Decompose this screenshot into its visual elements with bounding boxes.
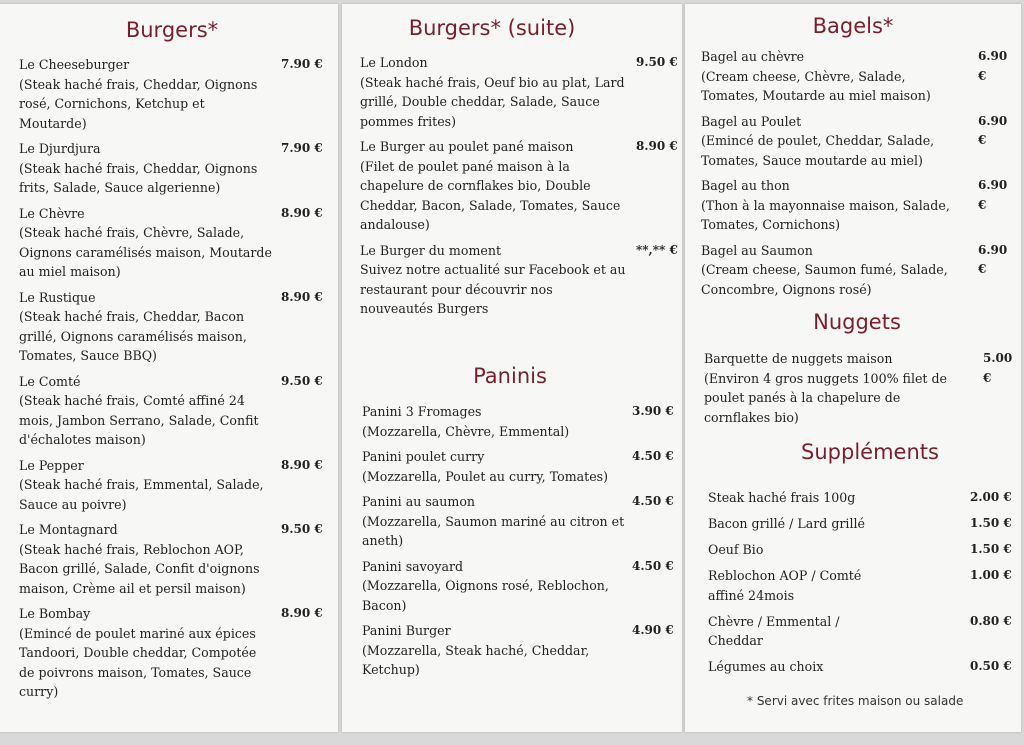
supplements-list	[708, 488, 1020, 683]
item-description: (Steak haché frais, Oeuf bio au plat, Lard grillé, Double cheddar, Salade, Sauce pommes frites)	[360, 74, 625, 129]
item-description: (Steak haché frais, Cheddar, Bacon grillé, Oignons caramélisés maison, Tomates, Sauce BBQ)	[19, 309, 247, 363]
item-price: 1.50 €	[970, 516, 1012, 530]
item-name: Panini poulet curry	[362, 449, 485, 464]
menu-item	[19, 204, 329, 282]
item-name: Le Djurdjura	[19, 141, 101, 156]
menu-item	[362, 557, 680, 616]
menu-item	[701, 241, 1019, 300]
item-name: Bagel au thon	[701, 178, 790, 193]
item-description: (Steak haché frais, Reblochon AOP, Bacon grillé, Salade, Confit d'oignons maison, Crème ail et persil maison)	[19, 541, 260, 596]
menu-item	[708, 657, 1020, 677]
item-price: 4.50 €	[632, 449, 674, 463]
menu-item	[708, 514, 1020, 534]
menu-panel-right	[685, 4, 1021, 732]
item-price: 2.00 €	[970, 490, 1012, 504]
menu-item	[362, 621, 680, 680]
item-description: (Steak haché frais, Comté affiné 24 mois, Jambon Serrano, Salade, Confit d'échalotes maison)	[19, 393, 259, 447]
item-name: Le Comté	[19, 373, 81, 389]
item-description: (Mozzarella, Oignons rosé, Reblochon, Bacon)	[362, 578, 609, 613]
item-price: 5.00 €	[983, 351, 1013, 385]
item-price: 6.90 €	[978, 178, 1008, 212]
menu-item	[19, 139, 329, 198]
item-description: (Cream cheese, Chèvre, Salade, Tomates, Moutarde au miel maison)	[701, 68, 931, 103]
item-price: 6.90 €	[978, 242, 1008, 276]
item-name: Bagel au chèvre	[701, 49, 805, 64]
menu-item	[360, 241, 680, 319]
item-name: Le London	[360, 55, 428, 70]
bagels-list	[701, 47, 1019, 305]
item-price: 9.50 €	[281, 522, 323, 536]
item-name: Le Burger du moment	[360, 242, 502, 258]
item-price: 3.90 €	[632, 404, 674, 418]
menu-item	[708, 488, 1020, 508]
item-description: (Mozzarella, Chèvre, Emmental)	[362, 423, 570, 439]
menu-item	[362, 402, 680, 441]
item-description: (Environ 4 gros nuggets 100% filet de poulet panés à la chapelure de cornflakes bio)	[704, 370, 948, 425]
item-description: (Mozzarella, Saumon mariné au citron et aneth)	[362, 513, 625, 548]
menu-item	[362, 492, 680, 551]
section-title-burgers-suite: Burgers* (suite)	[408, 16, 576, 40]
menu-item	[19, 456, 329, 515]
menu-item	[19, 520, 329, 598]
section-title-bagels: Bagels*	[812, 14, 894, 38]
item-description: (Steak haché frais, Emmental, Salade, Sauce au poivre)	[19, 477, 264, 512]
item-name: Steak haché frais 100g	[708, 490, 856, 505]
item-name: Le Bombay	[19, 606, 91, 621]
item-price: 9.50 €	[281, 373, 323, 388]
item-name: Panini savoyard	[362, 558, 464, 574]
item-description: (Emincé de poulet, Cheddar, Salade, Tomates, Sauce moutarde au miel)	[701, 133, 935, 168]
item-price: 1.50 €	[970, 542, 1012, 556]
item-price: 8.90 €	[281, 606, 323, 620]
item-price: 6.90 €	[978, 49, 1008, 83]
item-price: 9.50 €	[636, 55, 678, 69]
item-price: 8.90 €	[281, 457, 323, 472]
item-name: Panini au saumon	[362, 494, 476, 509]
menu-panel-left	[0, 4, 338, 732]
item-description: (Cream cheese, Saumon fumé, Salade, Concombre, Oignons rosé)	[701, 262, 948, 297]
menu-panel-middle	[342, 4, 682, 732]
paninis-list	[362, 402, 680, 686]
menu-item	[19, 55, 329, 133]
item-description: (Steak haché frais, Cheddar, Oignons rosé, Cornichons, Ketchup et Moutarde)	[19, 76, 258, 131]
menu-item	[708, 612, 1020, 651]
section-title-burgers: Burgers*	[125, 18, 219, 42]
item-name: Le Montagnard	[19, 522, 118, 537]
item-price: **,** €	[636, 242, 678, 257]
item-price: 1.00 €	[970, 568, 1012, 582]
item-name: Le Pepper	[19, 457, 84, 473]
burgers-list	[19, 55, 329, 708]
section-title-paninis: Paninis	[473, 364, 547, 388]
menu-item	[19, 288, 329, 366]
menu-item	[708, 540, 1020, 560]
item-description: (Emincé de poulet mariné aux épices Tandoori, Double cheddar, Compotée de poivrons maison, Tomates, Sauce curry)	[19, 625, 257, 699]
item-price: 4.50 €	[632, 494, 674, 508]
item-price: 8.90 €	[281, 205, 323, 220]
item-name: Bagel au Saumon	[701, 242, 813, 258]
item-name: Légumes au choix	[708, 659, 824, 674]
item-name: Le Burger au poulet pané maison	[360, 139, 574, 154]
item-price: 0.50 €	[970, 659, 1012, 673]
item-name: Oeuf Bio	[708, 542, 764, 557]
item-price: 7.90 €	[281, 141, 323, 155]
item-description: (Filet de poulet pané maison à la chapelure de cornflakes bio, Double Cheddar, Bacon, Salade, Tomates, Sauce andalouse)	[360, 158, 621, 232]
menu-item	[701, 47, 1019, 106]
item-description: (Steak haché frais, Cheddar, Oignons frits, Salade, Sauce algerienne)	[19, 160, 258, 195]
menu-item	[360, 53, 680, 131]
item-description: Suivez notre actualité sur Facebook et au restaurant pour découvrir nos nouveautés Burgers	[360, 262, 626, 316]
nuggets-list	[704, 349, 1020, 433]
item-name: Panini 3 Fromages	[362, 404, 482, 419]
item-name: Le Cheeseburger	[19, 57, 130, 72]
footnote: * Servi avec frites maison ou salade	[747, 694, 964, 708]
item-price: 7.90 €	[281, 57, 323, 71]
menu-item	[19, 372, 329, 450]
menu-item	[708, 566, 1020, 605]
item-name: Chèvre / Emmental / Cheddar	[708, 613, 840, 648]
item-price: 4.50 €	[632, 558, 674, 573]
section-title-nuggets: Nuggets	[813, 310, 901, 334]
item-name: Le Chèvre	[19, 205, 85, 221]
menu-item	[704, 349, 1020, 427]
item-price: 8.90 €	[281, 289, 323, 304]
item-price: 0.80 €	[970, 613, 1012, 628]
item-name: Reblochon AOP / Comté affiné 24mois	[708, 568, 862, 603]
item-description: (Thon à la mayonnaise maison, Salade, Tomates, Cornichons)	[701, 197, 950, 232]
item-price: 8.90 €	[636, 139, 678, 153]
item-name: Bacon grillé / Lard grillé	[708, 516, 865, 531]
item-price: 6.90 €	[978, 113, 1008, 147]
item-name: Barquette de nuggets maison	[704, 351, 893, 366]
menu-item	[701, 176, 1019, 235]
item-description: (Mozzarella, Steak haché, Cheddar, Ketchup)	[362, 642, 590, 677]
item-name: Panini Burger	[362, 623, 451, 638]
menu-item	[362, 447, 680, 486]
section-title-supplements: Suppléments	[801, 440, 939, 464]
menu-item	[360, 137, 680, 235]
burgers-suite-list	[360, 53, 680, 325]
menu-item	[19, 604, 329, 702]
item-price: 4.90 €	[632, 623, 674, 637]
item-description: (Steak haché frais, Chèvre, Salade, Oignons caramélisés maison, Moutarde au miel maison)	[19, 225, 272, 279]
item-description: (Mozzarella, Poulet au curry, Tomates)	[362, 468, 609, 484]
item-name: Le Rustique	[19, 289, 96, 305]
item-name: Bagel au Poulet	[701, 113, 802, 129]
menu-item	[701, 112, 1019, 171]
